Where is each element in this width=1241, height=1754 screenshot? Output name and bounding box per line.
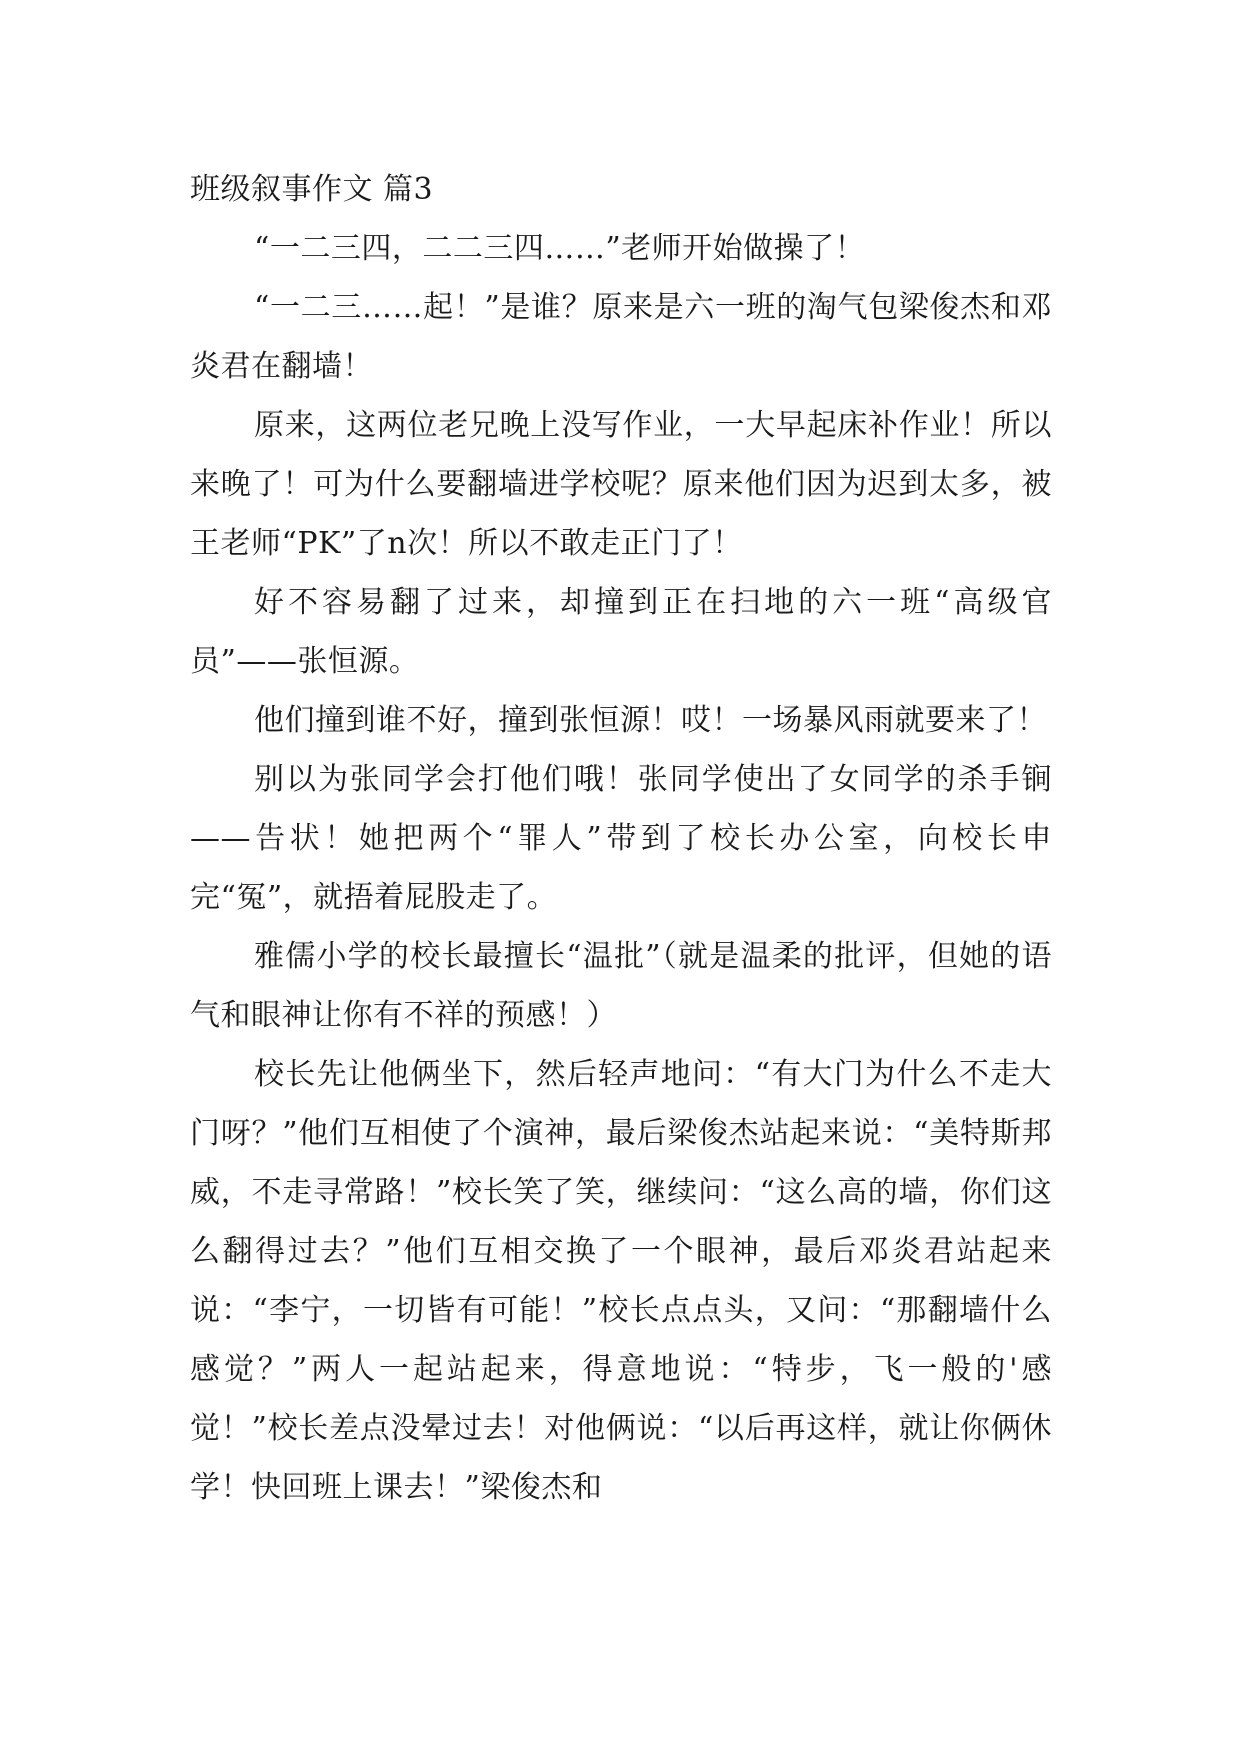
paragraph-3: 原来，这两位老兄晚上没写作业，一大早起床补作业！所以来晚了！可为什么要翻墙进学校呢？原来他们因为迟到太多，被王老师“PK”了n次！所以不敢走正门了！ bbox=[190, 408, 1052, 561]
essay-title: 班级叙事作文 篇3 bbox=[190, 172, 434, 207]
paragraph-1: “一二三四，二二三四……”老师开始做操了！ bbox=[254, 231, 866, 266]
paragraph-2: “一二三……起！”是谁？原来是六一班的淘气包梁俊杰和邓炎君在翻墙！ bbox=[190, 290, 1052, 384]
paragraph-6: 别以为张同学会打他们哦！张同学使出了女同学的杀手锏——告状！她把两个“罪人”带到了校长办公室，向校长申完“冤”，就捂着屁股走了。 bbox=[190, 762, 1052, 915]
document-body bbox=[190, 160, 1052, 1517]
paragraph-8: 校长先让他俩坐下，然后轻声地问：“有大门为什么不走大门呀？”他们互相使了个演神，最后梁俊杰站起来说：“美特斯邦威，不走寻常路！”校长笑了笑，继续问：“这么高的墙，你们这么翻得过去？”他们互相交换了一个眼神，最后邓炎君站起来说：“李宁，一切皆有可能！”校长点点头，又问：“那翻墙什么感觉？”两人一起站起来，得意地说：“特步，飞一般的'感觉！”校长差点没晕过去！对他俩说：“以后再这样，就让你俩休学！快回班上课去！”梁俊杰和 bbox=[190, 1057, 1052, 1505]
paragraph-7: 雅儒小学的校长最擅长“温批”（就是温柔的批评，但她的语气和眼神让你有不祥的预感！） bbox=[190, 939, 1052, 1033]
paragraph-4: 好不容易翻了过来，却撞到正在扫地的六一班“高级官员”——张恒源。 bbox=[190, 585, 1052, 679]
paragraph-5: 他们撞到谁不好，撞到张恒源！哎！一场暴风雨就要来了！ bbox=[254, 703, 1047, 738]
